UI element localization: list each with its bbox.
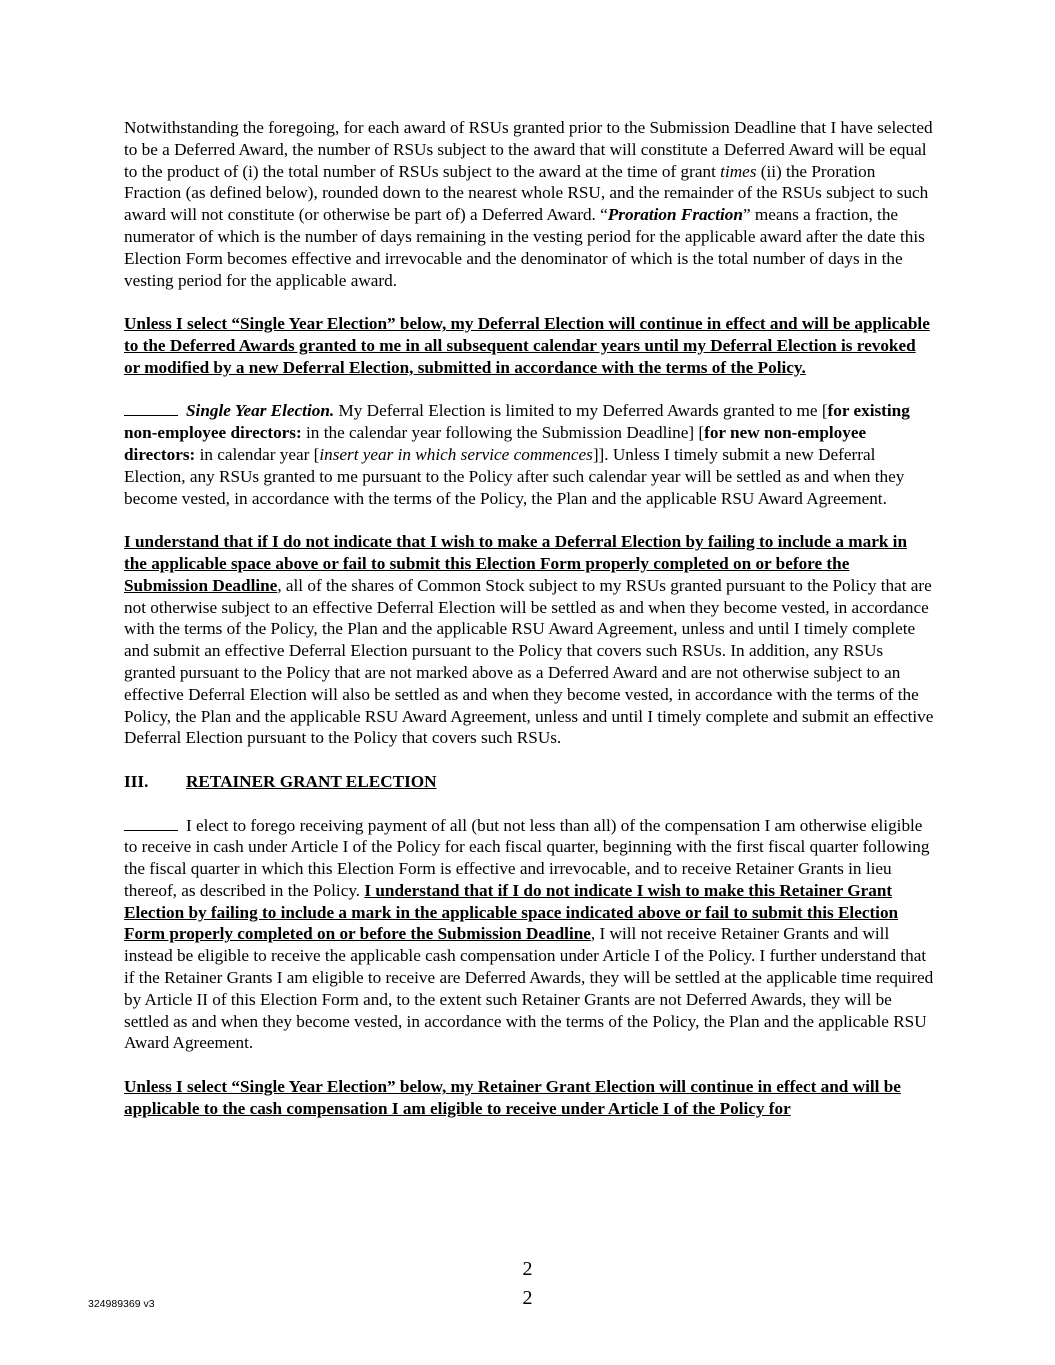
- single-year-election-blank[interactable]: [124, 401, 178, 416]
- section-title: RETAINER GRANT ELECTION: [186, 771, 437, 791]
- new-directors-label: for new non-employee directors:: [124, 423, 867, 464]
- page-number-duplicate: 2: [522, 1287, 533, 1309]
- retainer-text-b: , I will not receive Retainer Grants and will instead be eligible to receive the applicable cash compensation under Article I of the Policy. I further understand that if the Retainer Grants I am eligible to receive are Deferred Awards, they will be settled at the applicable time required by Article II of this Election Form and, to the extent such Retainer Grants are not Deferred Awards, they will be settled as and when they become vested, in accordance with the terms of the Policy, the Plan and the applicable RSU Award Agreement.: [124, 924, 934, 1053]
- single-year-election-heading: Single Year Election.: [186, 401, 335, 421]
- single-year-election-paragraph: [124, 400, 934, 509]
- existing-directors-label: for existing non-employee directors:: [124, 401, 910, 443]
- proration-fraction-term: Proration Fraction: [607, 205, 743, 225]
- page-number: 2: [522, 1258, 533, 1280]
- retainer-election-paragraph: [124, 815, 934, 1055]
- retainer-text-a: I elect to forego receiving payment of all (but not less than all) of the compensation I am otherwise eligible to receive in cash under Article I of the Policy for each fiscal quarter, beginning with the first fiscal quarter following the fiscal quarter in which this Election Form is effective and irrevocable, and to receive Retainer Grants in lieu thereof, as described in the Policy.: [124, 815, 930, 900]
- retainer-continuation-notice: Unless I select “Single Year Election” below, my Retainer Grant Election will continue in effect and will be applicable to the cash compensation I am eligible to receive under Article I of the Policy for: [124, 1077, 901, 1118]
- section-number: III.: [124, 771, 149, 791]
- single-year-text-c: in calendar year [: [195, 444, 320, 464]
- retainer-election-blank[interactable]: [124, 816, 178, 831]
- deferral-continuation-notice: Unless I select “Single Year Election” below, my Deferral Election will continue in effect and will be applicable to the Deferred Awards granted to me in all subsequent calendar years until my Deferral Election is revoked or modified by a new Deferral Election, submitted in accordance with the terms of the Policy.: [124, 314, 930, 377]
- deferral-understanding-emphasis: I understand that if I do not indicate that I wish to make a Deferral Election by failing to include a mark in the applicable space above or fail to submit this Election Form properly completed on or before the Submission Deadline: [124, 532, 908, 595]
- single-year-text-a: My Deferral Election is limited to my Deferred Awards granted to me [: [334, 401, 828, 421]
- deferral-understanding-text: , all of the shares of Common Stock subject to my RSUs granted pursuant to the Policy that are not otherwise subject to an effective Deferral Election will be settled as and when they become vested, in accordance with the terms of the Policy, the Plan and the applicable RSU Award Agreement, unless and until I timely complete and submit an effective Deferral Election pursuant to the Policy that covers such RSUs. In addition, any RSUs granted pursuant to the Policy that are not marked above as a Deferred Award and are not otherwise subject to an effective Deferral Election will also be settled as and when they become vested, in accordance with the terms of the Policy, the Plan and the applicable RSU Award Agreement, unless and until I timely complete and submit an effective Deferral Election pursuant to the Policy that covers such RSUs.: [124, 575, 934, 748]
- insert-year-placeholder: insert year in which service commences: [319, 444, 593, 464]
- proration-times: times: [720, 161, 757, 181]
- single-year-text-d: ]]. Unless I timely submit a new Deferral Election, any RSUs granted to me pursuant to the Policy after such calendar year will be settled as and when they become vested, in accordance with the terms of the Policy, the Plan and the applicable RSU Award Agreement.: [124, 444, 905, 508]
- section-heading-retainer: [124, 771, 934, 793]
- proration-paragraph: [124, 117, 934, 291]
- proration-text-a: Notwithstanding the foregoing, for each award of RSUs granted prior to the Submission Deadline that I have selected to be a Deferred Award, the number of RSUs subject to the award that will constitute a Deferred Award will be equal to the product of (i) the total number of RSUs subject to the award at the time of grant: [124, 118, 933, 181]
- document-body: [124, 117, 934, 1141]
- proration-text-b: (ii) the Proration Fraction (as defined below), rounded down to the nearest whole RSU, and the remainder of the RSUs subject to such award will not constitute (or otherwise be part of) a Deferred Award. “: [124, 161, 929, 225]
- proration-text-c: ” means a fraction, the numerator of which is the number of days remaining in the vesting period for the applicable award after the date this Election Form becomes effective and irrevocable and the denominator of which is the total number of days in the vesting period for the applicable award.: [124, 205, 925, 290]
- deferral-understanding-paragraph: [124, 531, 934, 749]
- retainer-understanding-emphasis: I understand that if I do not indicate I wish to make this Retainer Grant Election by failing to include a mark in the applicable space indicated above or fail to submit this Election Form properly completed on or before the Submission Deadline: [124, 880, 899, 944]
- single-year-text-b: in the calendar year following the Submission Deadline] [: [301, 423, 705, 443]
- document-id: 324989369 v3: [88, 1298, 155, 1310]
